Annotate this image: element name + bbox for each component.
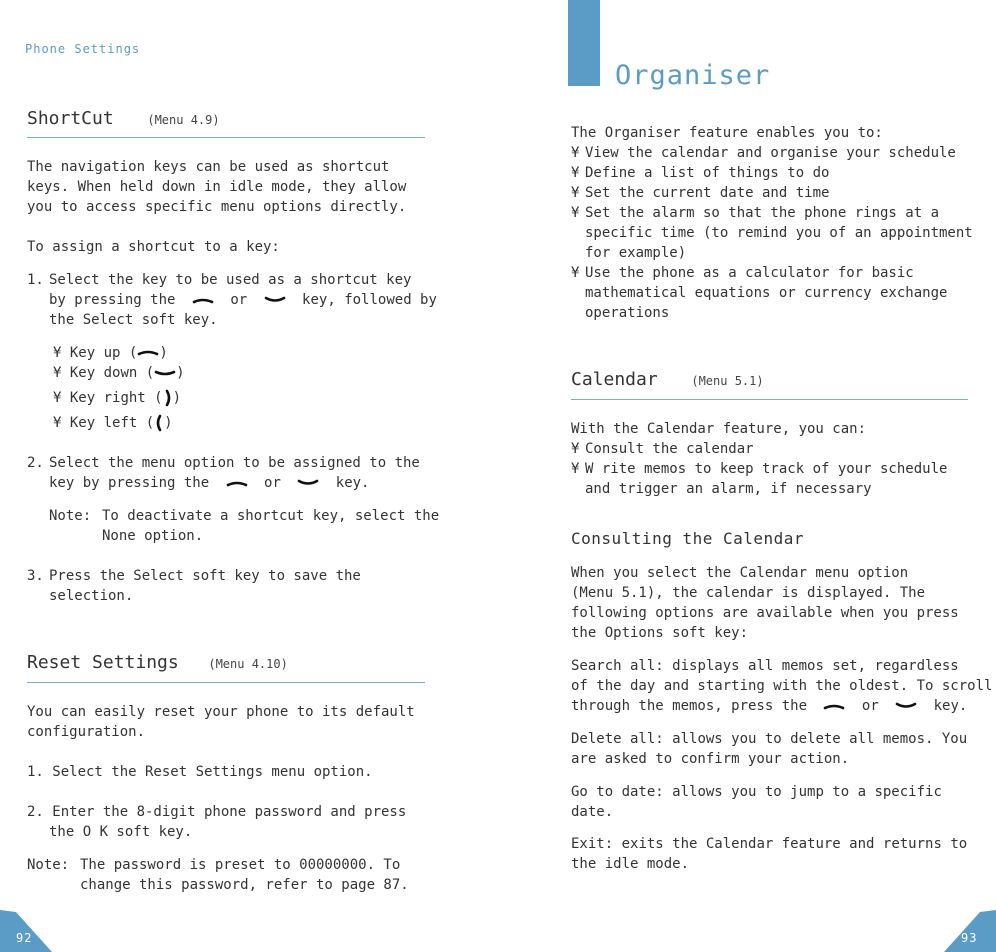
key-label: Key left ( <box>69 415 155 431</box>
shortcut-intro-line: The navigation keys can be used as shortcut <box>27 159 390 175</box>
key-close: ) <box>159 345 168 361</box>
running-header: Phone Settings <box>25 42 141 56</box>
go-to-date-line <box>571 782 942 802</box>
bullet: ¥ <box>571 205 580 221</box>
up-key-icon <box>224 476 250 490</box>
shortcut-title: ShortCut <box>27 108 114 129</box>
assign-line: To assign a shortcut to a key: <box>27 239 280 255</box>
bullet: ¥ <box>53 415 62 431</box>
bullet: ¥ <box>53 390 62 406</box>
step2-line: Select the menu option to be assigned to the <box>49 455 420 471</box>
bullet-line: Set the alarm so that the phone rings at a <box>585 205 940 221</box>
bullet: ¥ <box>571 461 580 477</box>
exit-line <box>571 834 967 854</box>
bullet-line: for example) <box>585 245 687 261</box>
step3-line: selection. <box>49 588 134 604</box>
option-desc: displays all memos set, regardless <box>672 658 959 674</box>
search-all-line <box>571 656 959 676</box>
exit-line: the idle mode. <box>571 856 690 872</box>
bullet-line: Set the current date and time <box>585 185 830 201</box>
bullet-line: Consult the calendar <box>585 441 754 457</box>
bullet-line: W rite memos to keep track of your schedule <box>585 461 948 477</box>
bullet: ¥ <box>571 185 580 201</box>
step-number: 2. <box>27 455 44 471</box>
left-key-icon <box>154 414 164 432</box>
section-divider <box>27 137 425 138</box>
up-key-icon <box>821 699 847 713</box>
section-divider <box>27 682 425 683</box>
calendar-intro: With the Calendar feature, you can: <box>571 421 867 437</box>
note-label: Note: <box>27 857 70 873</box>
note-line: The password is preset to 00000000. To <box>80 857 401 873</box>
note-label: Note: <box>49 508 92 524</box>
shortcut-intro-line: you to access specific menu options directly. <box>27 199 407 215</box>
chapter-title: Organiser <box>615 60 771 91</box>
up-key-icon <box>137 346 159 360</box>
consulting-line: the Options soft key: <box>571 625 749 641</box>
reset-heading <box>27 652 288 673</box>
step1-line: the Select soft key. <box>49 312 218 328</box>
reset-intro-line: configuration. <box>27 724 146 740</box>
bullet: ¥ <box>53 365 62 381</box>
up-key-icon <box>190 293 216 307</box>
key-label: Key down ( <box>69 365 155 381</box>
step2-text: key by pressing the <box>49 475 210 491</box>
calendar-menu-ref: (Menu 5.1) <box>691 374 764 388</box>
step2-or: or <box>264 475 281 491</box>
search-all-line <box>571 696 967 716</box>
note-line: To deactivate a shortcut key, select the <box>102 508 440 524</box>
option-term: Delete all: <box>571 731 664 747</box>
step1-text: key, followed by <box>302 292 437 308</box>
search-all-line: of the day and starting with the oldest. To scroll <box>571 678 993 694</box>
bullet: ¥ <box>571 145 580 161</box>
right-key-icon <box>163 389 173 407</box>
reset-title: Reset Settings <box>27 652 179 673</box>
step3-line: Press the Select soft key to save the <box>49 568 361 584</box>
note-line: None option. <box>102 528 204 544</box>
calendar-heading <box>571 369 764 390</box>
shortcut-heading <box>27 108 220 129</box>
section-divider <box>571 399 968 400</box>
bullet-line: and trigger an alarm, if necessary <box>585 481 872 497</box>
delete-all-line <box>571 729 967 749</box>
note-line: change this password, refer to page 87. <box>80 877 409 893</box>
step1-line: Select the key to be used as a shortcut key <box>49 272 412 288</box>
delete-all-line: are asked to confirm your action. <box>571 751 850 767</box>
down-key-icon <box>295 476 321 490</box>
option-term: Go to date: <box>571 784 664 800</box>
reset-step1: 1. Select the Reset Settings menu option. <box>27 764 373 780</box>
key-label: Key right ( <box>69 390 163 406</box>
step1-line <box>49 290 437 310</box>
consulting-line: (Menu 5.1), the calendar is displayed. The <box>571 585 926 601</box>
bullet-line: Define a list of things to do <box>585 165 830 181</box>
option-desc: key. <box>933 698 968 714</box>
key-left-item <box>53 413 173 433</box>
option-term: Exit: <box>571 836 614 852</box>
reset-step2-line: the O K soft key. <box>49 824 193 840</box>
option-desc: through the memos, press the <box>571 698 808 714</box>
bullet: ¥ <box>53 345 62 361</box>
bullet-line: mathematical equations or currency exchange <box>585 285 948 301</box>
consulting-title: Consulting the Calendar <box>571 529 805 548</box>
bullet-line: specific time (to remind you of an appointment <box>585 225 973 241</box>
consulting-line: When you select the Calendar menu option <box>571 565 909 581</box>
consulting-line: following options are available when you press <box>571 605 959 621</box>
step2-text: key. <box>335 475 370 491</box>
bullet: ¥ <box>571 265 580 281</box>
step-number: 1. <box>27 272 44 288</box>
reset-step2-line: 2. Enter the 8-digit phone password and press <box>27 804 407 820</box>
key-down-item <box>53 363 185 383</box>
key-close: ) <box>176 365 185 381</box>
reset-intro-line: You can easily reset your phone to its default <box>27 704 415 720</box>
key-close: ) <box>164 415 173 431</box>
step1-text: by pressing the <box>49 292 176 308</box>
bullet-line: Use the phone as a calculator for basic <box>585 265 914 281</box>
key-close: ) <box>172 390 182 406</box>
key-up-item <box>53 343 168 363</box>
option-desc: allows you to delete all memos. You <box>672 731 968 747</box>
down-key-icon <box>262 293 288 307</box>
option-desc: exits the Calendar feature and returns to <box>621 836 968 852</box>
option-desc: allows you to jump to a specific <box>672 784 942 800</box>
page-number: 92 <box>16 931 33 945</box>
bullet: ¥ <box>571 441 580 457</box>
step1-or: or <box>230 292 248 308</box>
chapter-tab <box>568 0 600 86</box>
step2-line <box>49 473 369 493</box>
step-number: 3. <box>27 568 44 584</box>
key-label: Key up ( <box>69 345 138 361</box>
shortcut-intro-line: keys. When held down in idle mode, they allow <box>27 179 407 195</box>
key-right-item <box>53 388 181 408</box>
option-term: Search all: <box>571 658 664 674</box>
down-key-icon <box>893 699 919 713</box>
reset-menu-ref: (Menu 4.10) <box>208 657 288 671</box>
organiser-intro: The Organiser feature enables you to: <box>571 125 883 141</box>
bullet-line: operations <box>585 305 670 321</box>
calendar-title: Calendar <box>571 369 658 390</box>
shortcut-menu-ref: (Menu 4.9) <box>147 113 220 127</box>
option-or: or <box>861 698 879 714</box>
bullet: ¥ <box>571 165 580 181</box>
go-to-date-line: date. <box>571 804 614 820</box>
page-number: 93 <box>961 931 978 945</box>
down-key-icon <box>154 366 176 380</box>
bullet-line: View the calendar and organise your schedule <box>585 145 956 161</box>
